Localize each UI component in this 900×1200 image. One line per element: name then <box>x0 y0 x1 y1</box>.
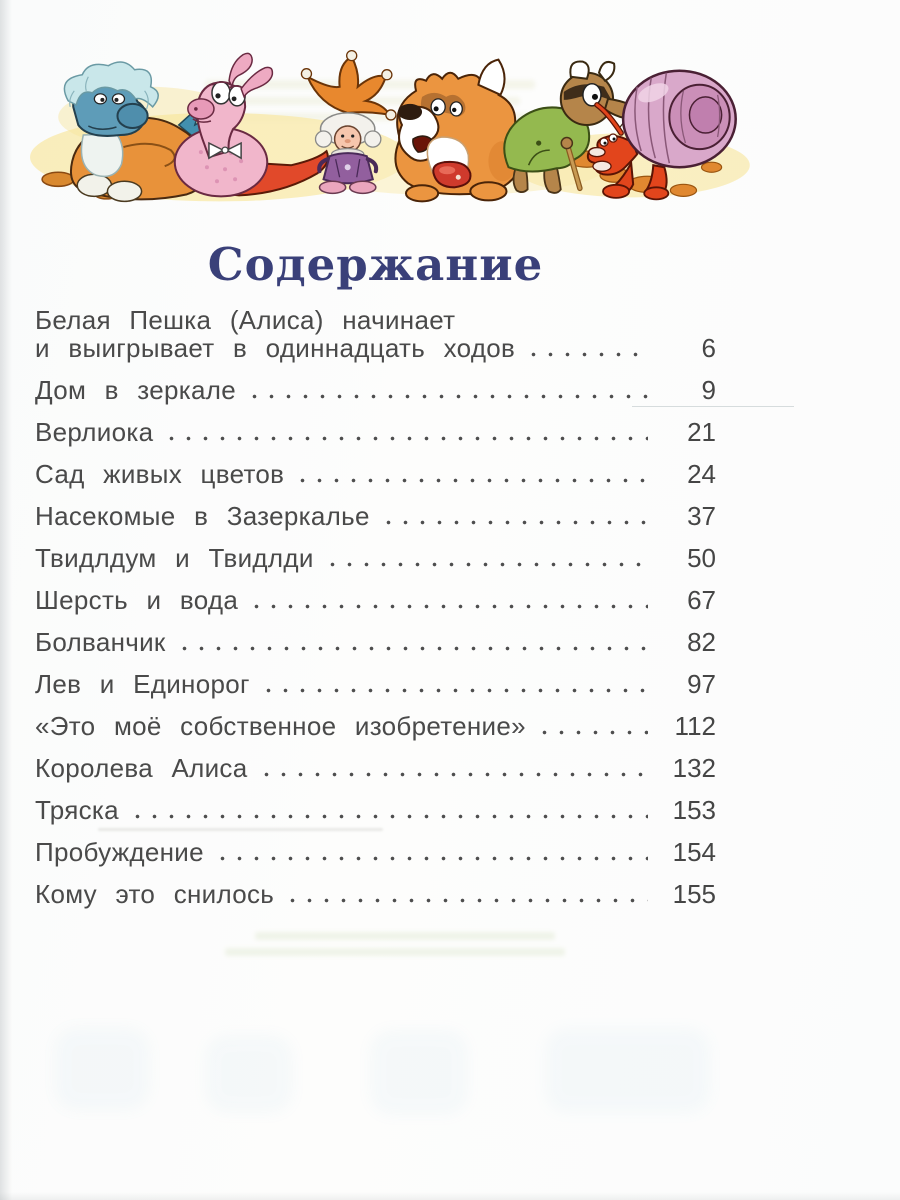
toc-entry-title: и выигрывает в одиннадцать ходов <box>35 333 516 363</box>
toc-entry <box>35 628 716 656</box>
toc-page-number: 24 <box>687 459 716 489</box>
scan-artifact <box>55 1028 150 1110</box>
toc-entry-row <box>35 502 716 530</box>
toc-entry <box>35 670 716 698</box>
toc-page-number: 132 <box>672 753 716 783</box>
toc-entry <box>35 796 716 824</box>
scan-artifact <box>370 1030 468 1115</box>
header-illustration <box>28 46 792 208</box>
dotted-leader <box>294 460 648 488</box>
toc-entry-row <box>35 796 716 824</box>
toc-entry-row <box>35 880 716 908</box>
toc-page-number: 21 <box>687 417 716 447</box>
toc-entry-row <box>35 418 716 446</box>
toc-entry-title: Сад живых цветов <box>35 459 285 489</box>
scan-artifact <box>225 948 565 956</box>
toc-page-number: 154 <box>672 837 716 867</box>
dotted-leader <box>525 334 648 362</box>
toc-page-number: 155 <box>672 879 716 909</box>
toc-entry <box>35 376 716 404</box>
toc-entry-row <box>35 754 716 782</box>
toc-entry-row <box>35 838 716 866</box>
toc-entry-row <box>35 670 716 698</box>
toc-page-number: 82 <box>687 627 716 657</box>
toc-page-number: 50 <box>687 543 716 573</box>
dotted-leader <box>246 376 648 404</box>
toc-entry <box>35 502 716 530</box>
dotted-leader <box>163 418 648 446</box>
toc-page-number: 37 <box>687 501 716 531</box>
toc-page-number: 112 <box>674 711 716 741</box>
toc-entry <box>35 838 716 866</box>
dotted-leader <box>176 628 648 656</box>
toc-entry-row <box>35 628 716 656</box>
toc-entry-title: Твидлдум и Твидлди <box>35 543 314 573</box>
scan-artifact <box>545 1028 710 1113</box>
scan-artifact <box>255 932 555 940</box>
toc-entry-row <box>35 376 716 404</box>
toc-list <box>35 306 716 922</box>
toc-page-number: 67 <box>687 585 716 615</box>
toc-entry-title: Королева Алиса <box>35 753 248 783</box>
toc-entry <box>35 544 716 572</box>
toc-entry <box>35 880 716 908</box>
toc-entry-title: Лев и Единорог <box>35 669 250 699</box>
toc-entry-title: Насекомые в Зазеркалье <box>35 501 370 531</box>
toc-entry-title: Пробуждение <box>35 837 204 867</box>
toc-entry-row <box>35 586 716 614</box>
toc-entry-title: Белая Пешка (Алиса) начинает <box>35 305 456 335</box>
dotted-leader <box>248 586 648 614</box>
dotted-leader <box>214 838 648 866</box>
toc-page-number: 97 <box>687 669 716 699</box>
dotted-leader <box>284 880 648 908</box>
dotted-leader <box>258 754 649 782</box>
toc-entry <box>35 418 716 446</box>
dotted-leader <box>380 502 648 530</box>
scan-artifact <box>205 1035 293 1113</box>
toc-entry-row <box>35 712 716 740</box>
toc-entry-row <box>35 544 716 572</box>
toc-entry-row <box>35 460 716 488</box>
orange-puppy-illustration <box>395 60 523 202</box>
dotted-leader <box>324 544 648 572</box>
toc-entry-title: Верлиока <box>35 417 154 447</box>
toc-entry-title: Тряска <box>35 795 119 825</box>
toc-entry <box>35 586 716 614</box>
toc-entry <box>35 712 716 740</box>
toc-entry-row <box>35 334 716 362</box>
toc-entry-title: Шерсть и вода <box>35 585 239 615</box>
dotted-leader <box>129 796 648 824</box>
toc-page-number: 153 <box>672 795 716 825</box>
toc-entry-title: «Это моё собственное изобретение» <box>35 711 526 741</box>
toc-page-number: 6 <box>701 333 716 363</box>
toc-entry <box>35 754 716 782</box>
dotted-leader <box>260 670 648 698</box>
dotted-leader <box>536 712 648 740</box>
toc-entry-title: Болванчик <box>35 627 166 657</box>
toc-entry-title: Дом в зеркале <box>35 375 236 405</box>
toc-entry <box>35 306 716 362</box>
page-title: Содержание <box>207 238 544 291</box>
toc-page-number: 9 <box>701 375 716 405</box>
toc-entry-title: Кому это снилось <box>35 879 275 909</box>
toc-entry <box>35 460 716 488</box>
